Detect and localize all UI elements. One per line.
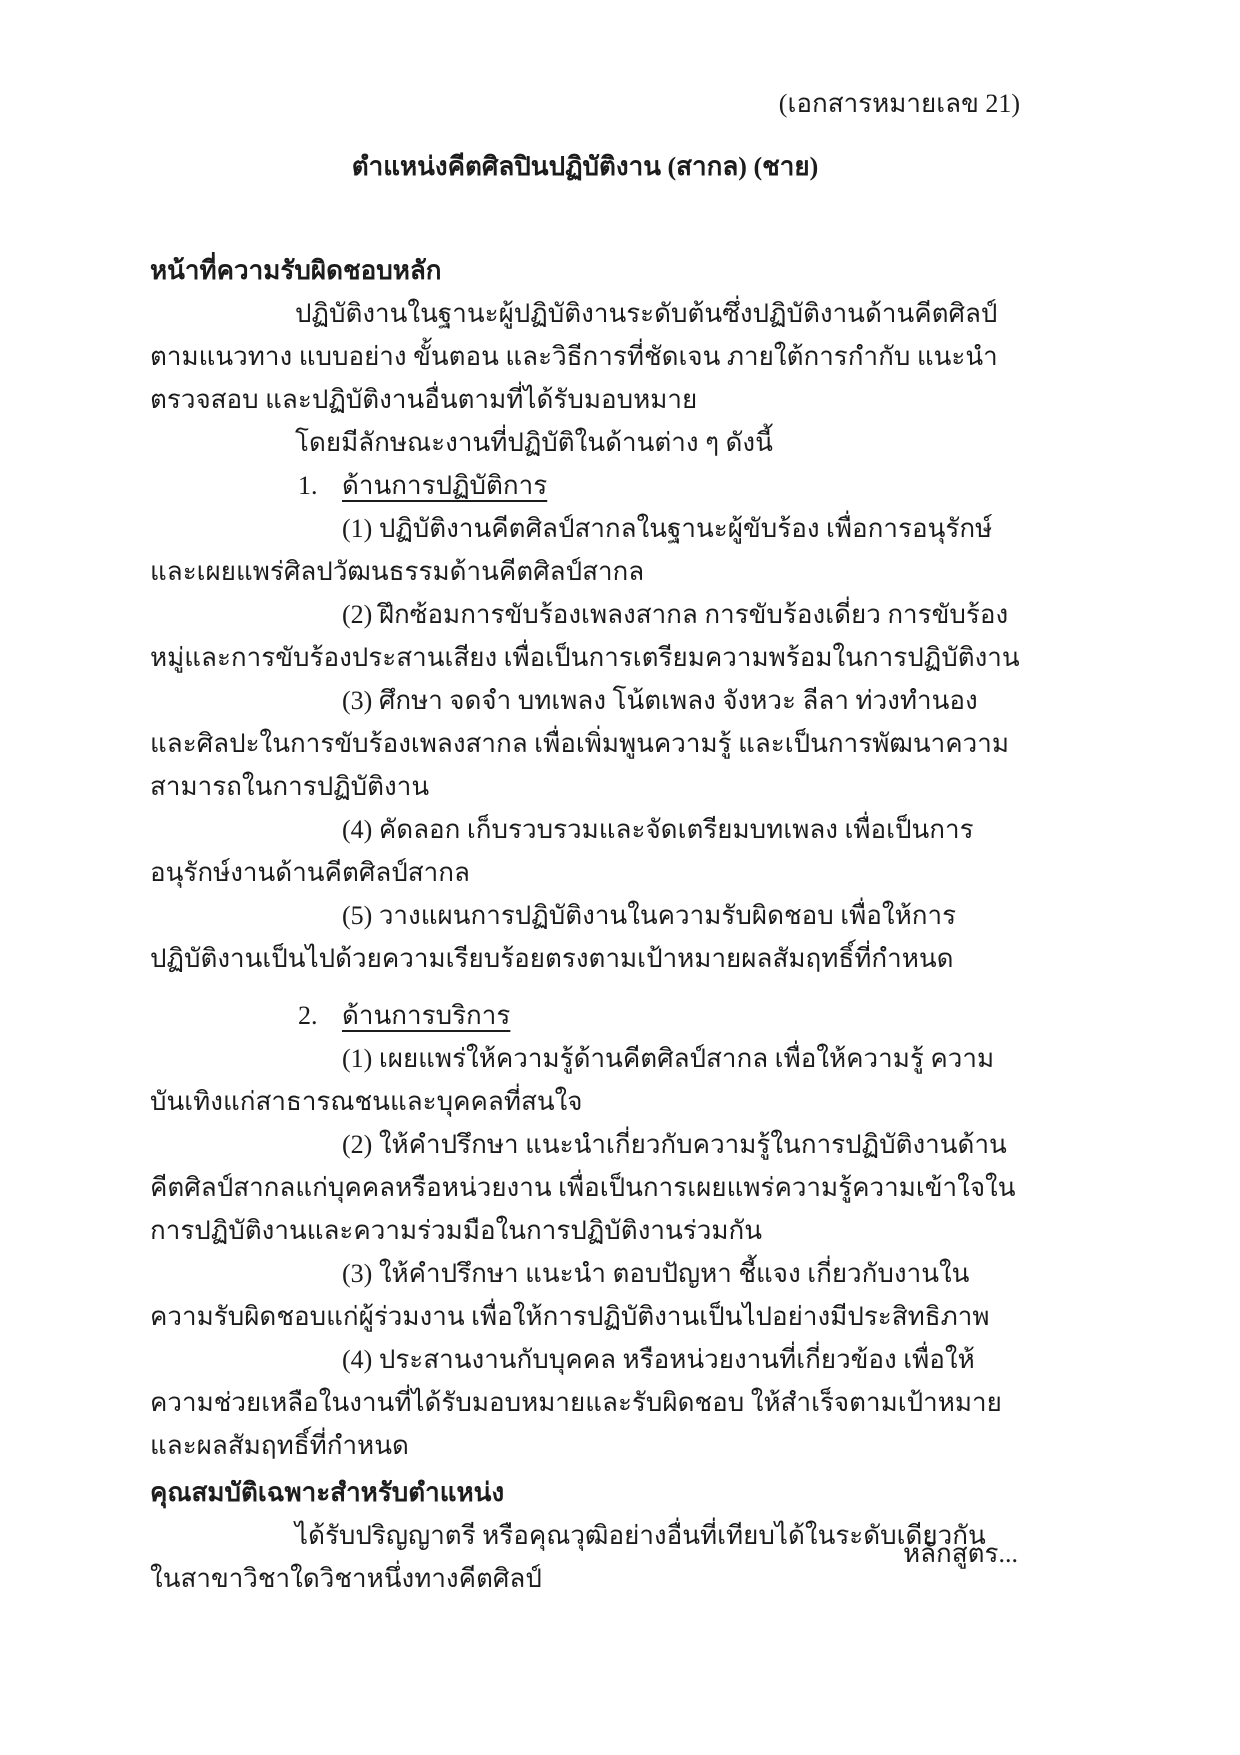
duty-item-2-3: (3) ให้คำปรึกษา แนะนำ ตอบปัญหา ชี้แจง เกี่ยวกับงานในความรับผิดชอบแก่ผู้ร่วมงาน เพื่อให้การปฏิบัติงานเป็นไปอย่างมีประสิทธิภาพ — [150, 1259, 990, 1331]
duty-item-2-4: (4) ประสานงานกับบุคคล หรือหน่วยงานที่เกี่ยวข้อง เพื่อให้ความช่วยเหลือในงานที่ได้รับมอบหมายและรับผิดชอบ ให้สำเร็จตามเป้าหมายและผลสัมฤทธิ์ที่กำหนด — [150, 1345, 1002, 1460]
main-duties-intro: ปฏิบัติงานในฐานะผู้ปฏิบัติงานระดับต้นซึ่งปฏิบัติงานด้านคีตศิลป์ ตามแนวทาง แบบอย่าง ขั้นตอน และวิธีการที่ชัดเจน ภายใต้การกำกับ แนะนำ ตรวจสอบ และปฏิบัติงานอื่นตามที่ได้รับมอบหมาย — [150, 299, 998, 414]
duty-item-1-3: (3) ศึกษา จดจำ บทเพลง โน้ตเพลง จังหวะ ลีลา ท่วงทำนอง และศิลปะในการขับร้องเพลงสากล เพื่อเพิ่มพูนความรู้ และเป็นการพัฒนาความสามารถในการปฏิบัติงาน — [150, 686, 1009, 801]
qualifications-text: ได้รับปริญญาตรี หรือคุณวุฒิอย่างอื่นที่เทียบได้ในระดับเดียวกัน ในสาขาวิชาใดวิชาหนึ่งทางคีตศิลป์ — [150, 1521, 986, 1593]
page-title: ตำแหน่งคีตศิลปินปฏิบัติงาน (สากล) (ชาย) — [351, 152, 819, 181]
section-1-number: 1. — [298, 471, 318, 500]
section-1-title: ด้านการปฏิบัติการ — [342, 471, 548, 500]
doc-number: (เอกสารหมายเลข 21) — [778, 89, 1020, 118]
document-content — [150, 0, 1020, 1600]
duty-item-1-4: (4) คัดลอก เก็บรวบรวมและจัดเตรียมบทเพลง เพื่อเป็นการอนุรักษ์งานด้านคีตศิลป์สากล — [150, 815, 974, 887]
duty-item-2-1: (1) เผยแพร่ให้ความรู้ด้านคีตศิลป์สากล เพื่อให้ความรู้ ความบันเทิงแก่สาธารณชนและบุคคลที่สนใจ — [150, 1044, 995, 1116]
main-duties-heading: หน้าที่ความรับผิดชอบหลัก — [150, 256, 442, 285]
duty-item-1-2: (2) ฝึกซ้อมการขับร้องเพลงสากล การขับร้องเดี่ยว การขับร้องหมู่และการขับร้องประสานเสียง เพื่อเป็นการเตรียมความพร้อมในการปฏิบัติงาน — [150, 600, 1020, 672]
duties-lead-in: โดยมีลักษณะงานที่ปฏิบัติในด้านต่าง ๆ ดังนี้ — [295, 428, 773, 457]
duty-item-2-2: (2) ให้คำปรึกษา แนะนำเกี่ยวกับความรู้ในการปฏิบัติงานด้านคีตศิลป์สากลแก่บุคคลหรือหน่วยงาน เพื่อเป็นการเผยแพร่ความรู้ความเข้าใจในการปฏิบัติงานและความร่วมมือในการปฏิบัติงานร่วมกัน — [150, 1130, 1016, 1245]
duty-item-1-5: (5) วางแผนการปฏิบัติงานในความรับผิดชอบ เพื่อให้การปฏิบัติงานเป็นไปด้วยความเรียบร้อยตรงตามเป้าหมายผลสัมฤทธิ์ที่กำหนด — [150, 901, 957, 973]
section-2-number: 2. — [298, 1001, 318, 1030]
section-1-heading — [298, 464, 1020, 507]
section-2-heading — [298, 994, 1020, 1037]
section-2-title: ด้านการบริการ — [342, 1001, 511, 1030]
continuation-note: หลักสูตร... — [902, 1539, 1018, 1568]
qualifications-heading: คุณสมบัติเฉพาะสำหรับตำแหน่ง — [150, 1478, 505, 1507]
duty-item-1-1: (1) ปฏิบัติงานคีตศิลป์สากลในฐานะผู้ขับร้อง เพื่อการอนุรักษ์และเผยแพร่ศิลปวัฒนธรรมด้านคีตศิลป์สากล — [150, 514, 993, 586]
